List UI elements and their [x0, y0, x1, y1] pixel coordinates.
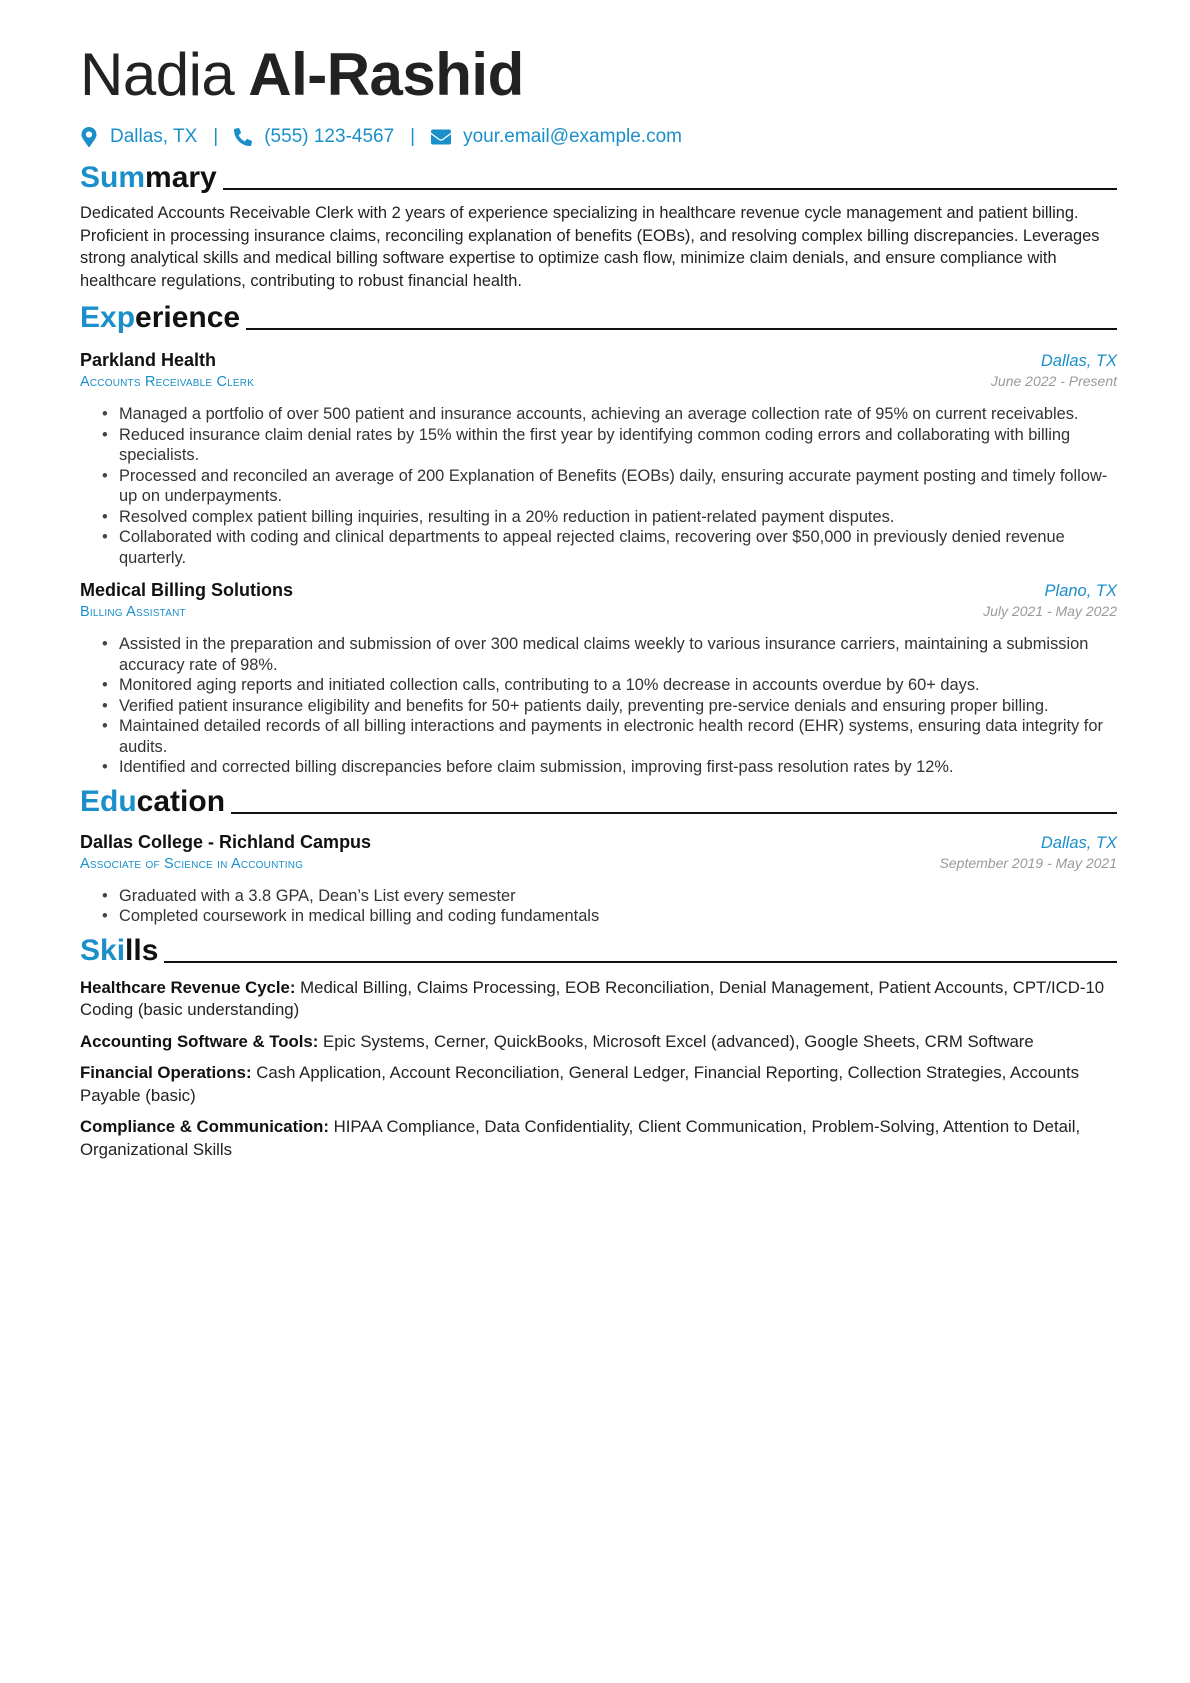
experience-entry — [80, 350, 1117, 568]
employer-name: Medical Billing Solutions — [80, 580, 294, 600]
list-item: • Monitored aging reports and initiated collection calls, contributing to a 10% decrease in accounts overdue by 60+ days. — [102, 675, 1117, 696]
contact-separator: | — [213, 126, 219, 147]
entry-location: Plano, TX — [1044, 582, 1117, 600]
list-item: • Collaborated with coding and clinical departments to appeal rejected claims, recovering over $50,000 in previously denied revenue quarterly. — [102, 527, 1117, 568]
phone-text[interactable]: (555) 123-4567 — [264, 126, 395, 147]
last-name: Al-Rashid — [248, 41, 524, 108]
map-marker-icon — [80, 127, 98, 147]
skill-list: HIPAA Compliance, Data Confidentiality, Client Communication, Problem-Solving, Attention to Detail, Organizational Skills — [80, 1117, 1081, 1159]
list-item: • Graduated with a 3.8 GPA, Dean’s List every semester — [102, 886, 1117, 907]
entry-dates: June 2022 - Present — [990, 373, 1117, 389]
education-entry — [80, 832, 1117, 927]
section-title-rest: lls — [125, 933, 159, 967]
skill-category: Financial Operations: — [80, 1063, 252, 1082]
candidate-name — [80, 40, 1117, 110]
skill-group — [80, 977, 1117, 1022]
list-item: • Processed and reconciled an average of 200 Explanation of Benefits (EOBs) daily, ensuring accurate payment posting and timely follow-up on underpayments. — [102, 466, 1117, 507]
section-title-accent: Edu — [80, 784, 137, 818]
contact-separator: | — [410, 126, 416, 147]
contact-email[interactable] — [431, 126, 682, 148]
section-divider — [223, 188, 1117, 190]
list-item: • Resolved complex patient billing inquiries, resulting in a 20% reduction in patient-related payment disputes. — [102, 507, 1117, 528]
job-title: Accounts Receivable Clerk — [80, 374, 255, 390]
bullet-list — [80, 886, 1117, 927]
job-title: Billing Assistant — [80, 604, 186, 620]
skill-list: Cash Application, Account Reconciliation, General Ledger, Financial Reporting, Collection Strategies, Accounts Payable (basic) — [80, 1063, 1080, 1105]
skill-category: Compliance & Communication: — [80, 1117, 329, 1136]
section-title-rest: mary — [145, 161, 217, 194]
skill-group — [80, 1062, 1117, 1107]
skill-list: Epic Systems, Cerner, QuickBooks, Microsoft Excel (advanced), Google Sheets, CRM Software — [323, 1031, 1034, 1051]
entry-location: Dallas, TX — [1040, 833, 1117, 852]
skill-group — [80, 1116, 1117, 1161]
list-item: • Maintained detailed records of all billing interactions and payments in electronic health record (EHR) systems, ensuring data integrity for audits. — [102, 716, 1117, 757]
list-item: • Identified and corrected billing discrepancies before claim submission, improving first-pass resolution rates by 12%. — [102, 757, 1117, 778]
school-name: Dallas College - Richland Campus — [80, 831, 372, 852]
entry-dates: July 2021 - May 2022 — [983, 603, 1117, 619]
bullet-list — [80, 634, 1117, 778]
section-title — [80, 933, 158, 969]
first-name: Nadia — [80, 41, 235, 108]
contact-location — [80, 126, 197, 148]
education-section-heading — [80, 784, 1117, 820]
section-title-accent: Ski — [80, 933, 126, 967]
section-title — [80, 784, 225, 820]
entry-dates: September 2019 - May 2021 — [939, 854, 1117, 871]
section-divider — [231, 812, 1117, 814]
list-item: • Completed coursework in medical billing and coding fundamentals — [102, 906, 1117, 927]
contact-phone[interactable] — [234, 126, 394, 148]
degree-title: Associate of Science in Accounting — [80, 855, 304, 872]
skills-section-heading — [80, 933, 1117, 969]
list-item: • Verified patient insurance eligibility and benefits for 50+ patients daily, preventing pre-service denials and ensuring proper billing. — [102, 696, 1117, 717]
envelope-icon — [431, 127, 451, 147]
skill-group — [80, 1031, 1117, 1054]
section-divider — [164, 961, 1117, 963]
section-title-accent: Exp — [80, 301, 136, 334]
phone-icon — [234, 127, 252, 147]
email-link[interactable]: your.email@example.com — [463, 126, 682, 147]
employer-name: Parkland Health — [80, 350, 217, 370]
contact-bar — [80, 122, 1117, 152]
bullet-list — [80, 404, 1117, 568]
section-title-rest: erience — [135, 301, 241, 334]
skill-category: Accounting Software & Tools: — [80, 1031, 319, 1051]
location-text: Dallas, TX — [110, 126, 198, 147]
list-item: • Managed a portfolio of over 500 patient and insurance accounts, achieving an average collection rate of 95% on current receivables. — [102, 404, 1117, 425]
section-divider — [246, 328, 1117, 330]
skill-category: Healthcare Revenue Cycle: — [80, 977, 296, 997]
section-title-rest: cation — [136, 784, 226, 818]
skill-list: Medical Billing, Claims Processing, EOB Reconciliation, Denial Management, Patient Accounts, CPT/ICD-10 Coding (basic understanding) — [80, 977, 1105, 1019]
summary-text: Dedicated Accounts Receivable Clerk with 2 years of experience specializing in healthcare revenue cycle management and patient billing. Proficient in processing insurance claims, reconciling explanation of benefits (EOBs), and resolving complex billing discrepancies. Leverages strong analytical skills and medical billing software expertise to optimize cash flow, minimize claim denials, and ensure compliance with healthcare regulations, contributing to robust financial health. — [80, 204, 1100, 290]
section-title — [80, 160, 217, 196]
summary-section-heading — [80, 160, 1117, 196]
section-title-accent: Sum — [80, 161, 146, 194]
list-item: • Assisted in the preparation and submission of over 300 medical claims weekly to various insurance carriers, maintaining a submission accuracy rate of 98%. — [102, 634, 1117, 675]
list-item: • Reduced insurance claim denial rates by 15% within the first year by identifying common coding errors and collaborating with billing specialists. — [102, 425, 1117, 466]
experience-section-heading — [80, 300, 1117, 336]
section-title — [80, 300, 240, 336]
entry-location: Dallas, TX — [1040, 352, 1117, 370]
experience-entry — [80, 580, 1117, 778]
